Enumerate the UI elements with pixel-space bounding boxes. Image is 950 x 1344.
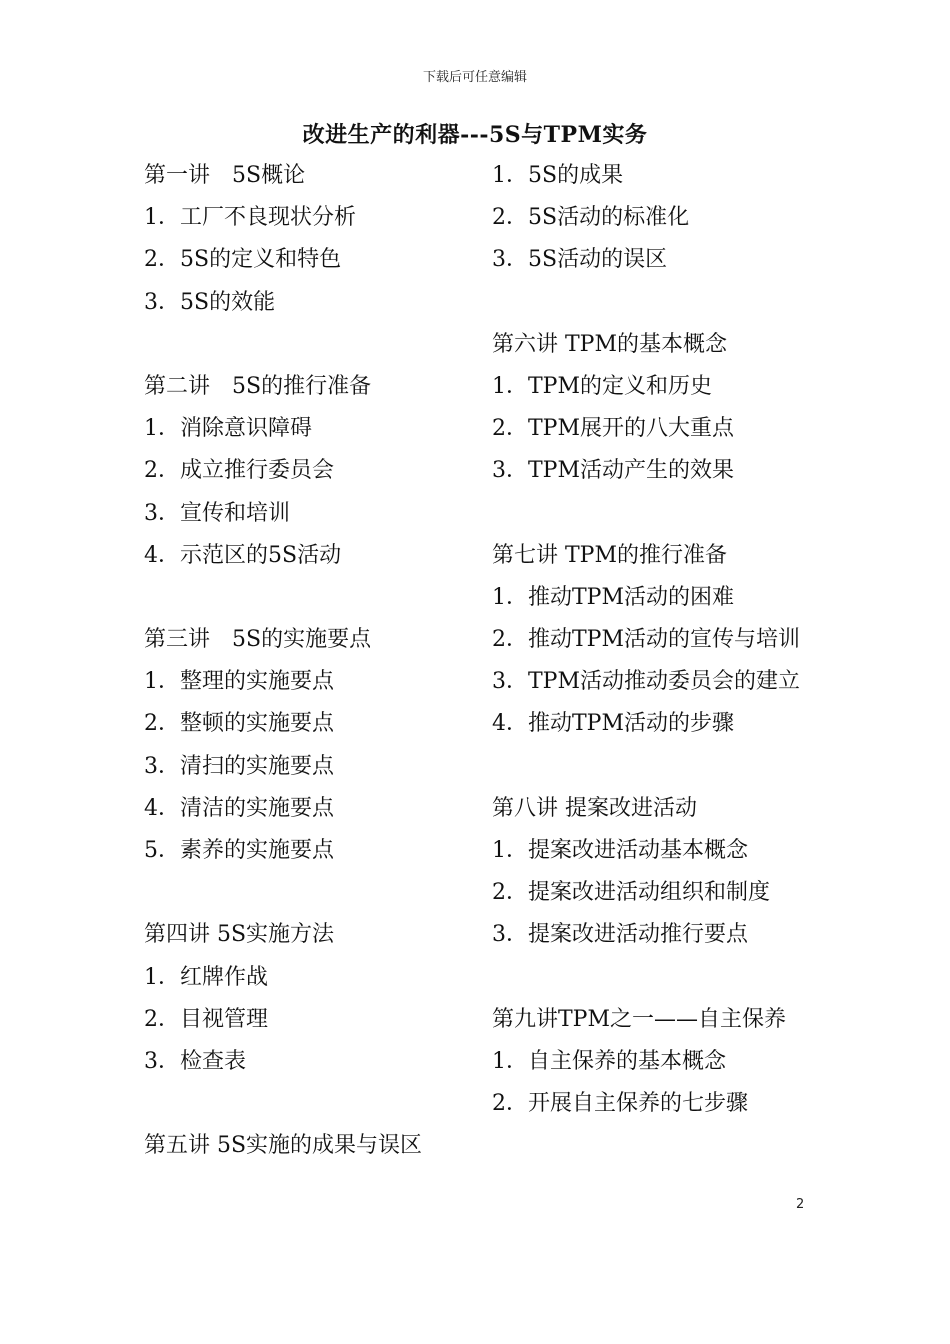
list-item: 1．推动TPM活动的困难 [492,584,735,610]
list-item: 1．提案改进活动基本概念 [492,838,748,863]
list-item: 3．清扫的实施要点 [144,753,334,779]
list-item: 1．红牌作战 [144,964,268,990]
blank-line [492,282,822,324]
list-item: 4．推动TPM活动的步骤 [492,711,735,737]
list-item: 1．工厂不良现状分析 [144,205,356,231]
section-heading: 第二讲 5S的推行准备 [144,373,372,399]
list-item: 3．提案改进活动推行要点 [492,922,748,948]
list-item: 3．5S活动的误区 [492,247,668,273]
list-item: 1．5S的成果 [492,163,624,188]
blank-line [492,957,822,999]
list-item: 4．清洁的实施要点 [144,795,334,821]
left-column [144,155,534,1168]
blank-line [492,493,822,535]
blank-line [144,872,534,914]
section-heading: 第五讲 5S实施的成果与误区 [144,1133,423,1159]
list-item: 2．TPM展开的八大重点 [492,416,735,442]
section-heading: 第四讲 5S实施方法 [144,922,335,948]
list-item: 1．整理的实施要点 [144,669,334,695]
blank-line [492,746,822,788]
section-heading: 第三讲 5S的实施要点 [144,627,372,653]
list-item: 3．宣传和培训 [144,500,290,526]
list-item: 2．成立推行委员会 [144,458,334,484]
list-item: 2．推动TPM活动的宣传与培训 [492,627,801,653]
list-item: 3．TPM活动产生的效果 [492,458,735,484]
section-heading: 第六讲 TPM的基本概念 [492,331,727,357]
list-item: 4．示范区的5S活动 [144,542,342,568]
page-header: 下载后可任意编辑 [422,70,527,85]
list-item: 1．TPM的定义和历史 [492,373,713,399]
list-item: 2．目视管理 [144,1006,268,1032]
blank-line [144,577,534,619]
document-title: 改进生产的利器---5S与TPM实务 [302,122,648,148]
list-item: 2．整顿的实施要点 [144,711,334,737]
section-heading: 第八讲 提案改进活动 [492,795,697,821]
list-item: 3．检查表 [144,1048,246,1074]
blank-line [144,324,534,366]
list-item: 2．提案改进活动组织和制度 [492,880,770,906]
blank-line [144,1083,534,1125]
section-heading: 第七讲 TPM的推行准备 [492,542,727,568]
list-item: 5．素养的实施要点 [144,838,334,863]
list-item: 3．5S的效能 [144,289,276,315]
list-item: 3．TPM活动推动委员会的建立 [492,669,801,695]
list-item: 2．开展自主保养的七步骤 [492,1091,748,1117]
right-column [492,155,822,1125]
list-item: 2．5S的定义和特色 [144,247,342,273]
list-item: 2．5S活动的标准化 [492,205,690,231]
section-heading: 第一讲 5S概论 [144,163,306,188]
page-number: 2 [796,1197,805,1212]
list-item: 1．消除意识障碍 [144,416,312,442]
section-heading: 第九讲TPM之一——自主保养 [492,1006,787,1032]
list-item: 1．自主保养的基本概念 [492,1048,726,1074]
